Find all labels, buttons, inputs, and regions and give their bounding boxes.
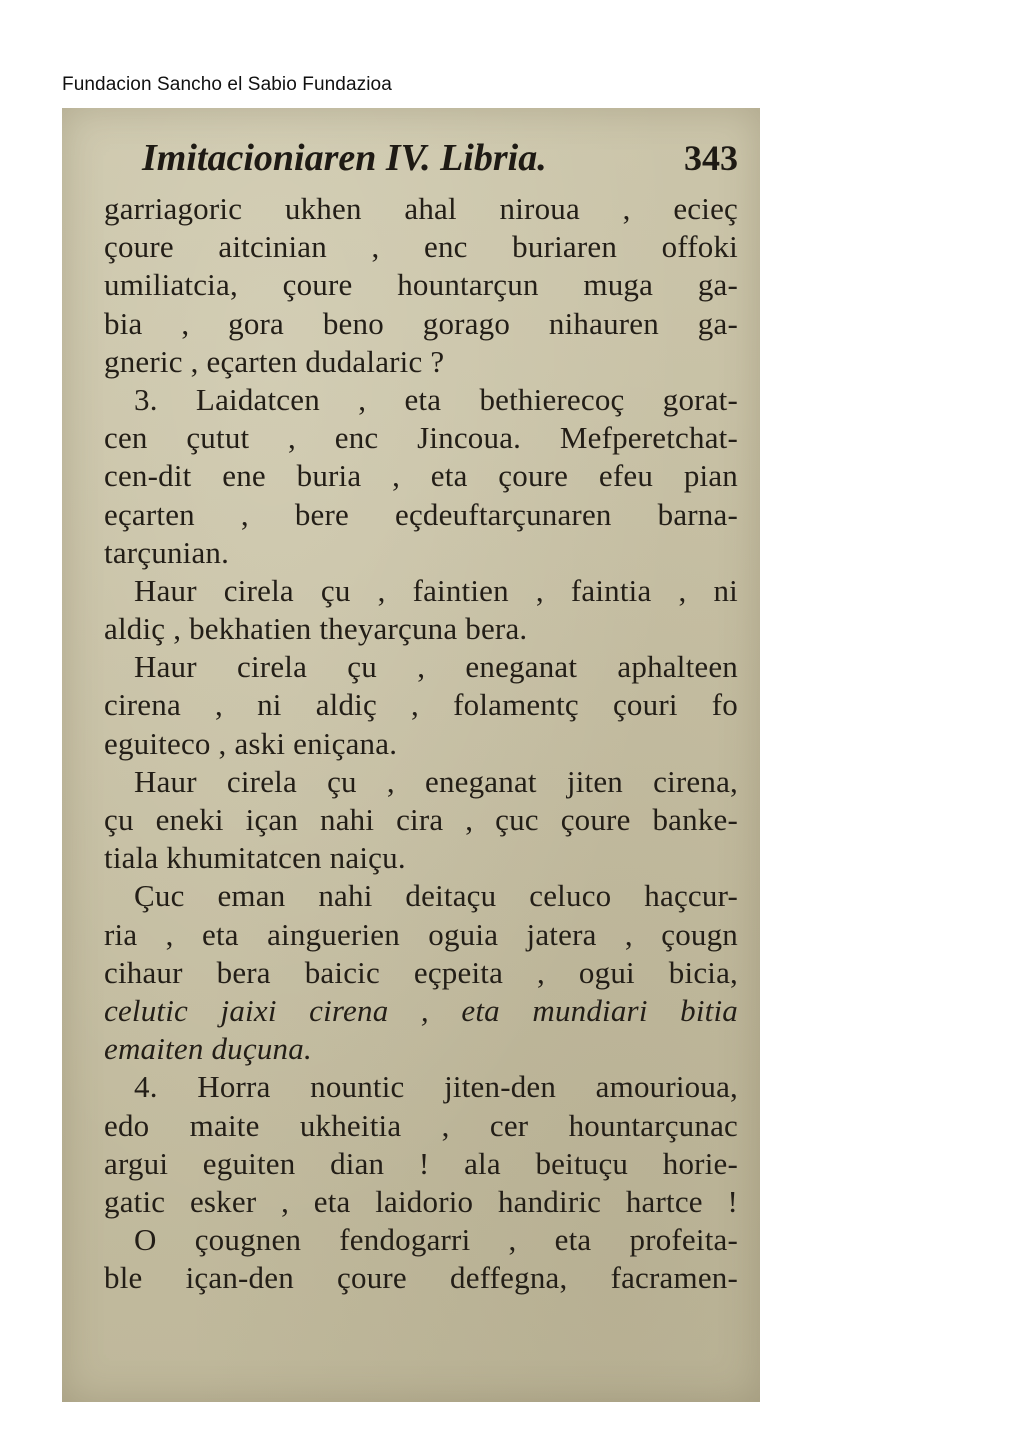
text-line: argui eguiten dian ! ala beituçu horie-: [104, 1145, 738, 1181]
text-line: gneric , eçarten dudalaric ?: [104, 343, 445, 379]
text-line: umiliatcia, çoure hountarçun muga ga-: [104, 267, 738, 303]
text-line: celutic jaixi cirena , eta mundiari bitia: [104, 992, 738, 1028]
text-line: edo maite ukheitia , cer hountarçunac: [104, 1107, 738, 1143]
text-line: ria , eta ainguerien oguia jatera , çougn: [104, 916, 738, 952]
text-line: çu eneki içan nahi cira , çuc çoure banke-: [104, 802, 738, 837]
text-line: gatic esker , eta laidorio handiric hartce !: [104, 1183, 738, 1219]
text-line: 4. Horra nountic jiten-den amourioua,: [134, 1069, 738, 1105]
text-line: ble içan-den çoure deffegna, facramen-: [104, 1260, 738, 1296]
text-line: Çuc eman nahi deitaçu celuco haçcur-: [134, 878, 738, 914]
text-line: eçarten , bere eçdeuftarçunaren barna-: [104, 496, 738, 532]
source-header: Fundacion Sancho el Sabio Fundazioa: [62, 74, 392, 95]
running-head: [142, 136, 738, 180]
text-line: 3. Laidatcen , eta bethierecoç gorat-: [134, 381, 738, 417]
text-line: garriagoric ukhen ahal niroua , ecieç: [104, 191, 738, 226]
text-line: cihaur bera baicic eçpeita , ogui bicia,: [104, 954, 738, 990]
text-line: cen-dit ene buria , eta çoure efeu pian: [104, 458, 738, 494]
text-line: emaiten duçuna.: [104, 1031, 312, 1067]
page-number: 343: [684, 138, 738, 178]
text-line: tarçunian.: [104, 534, 230, 570]
text-line: aldiç , bekhatien theyarçuna bera.: [104, 611, 528, 647]
running-title: Imitacioniaren IV. Libria.: [142, 137, 547, 179]
text-line: bia , gora beno gorago nihauren ga-: [104, 305, 738, 341]
text-line: Haur cirela çu , eneganat aphalteen: [134, 649, 738, 685]
body-text: [104, 190, 738, 1297]
text-line: O çougnen fendogarri , eta profeita-: [134, 1222, 738, 1258]
text-line: cen çutut , enc Jincoua. Mefperetchat-: [104, 420, 738, 456]
text-line: tiala khumitatcen naiçu.: [104, 840, 406, 876]
text-line: Haur cirela çu , eneganat jiten cirena,: [134, 763, 738, 799]
scanned-book-page: [62, 108, 760, 1402]
text-line: çoure aitcinian , enc buriaren offoki: [104, 229, 738, 265]
text-line: eguiteco , aski eniçana.: [104, 725, 398, 761]
text-line: Haur cirela çu , faintien , faintia , ni: [134, 572, 738, 608]
text-line: cirena , ni aldiç , folamentç çouri fo: [104, 687, 738, 723]
